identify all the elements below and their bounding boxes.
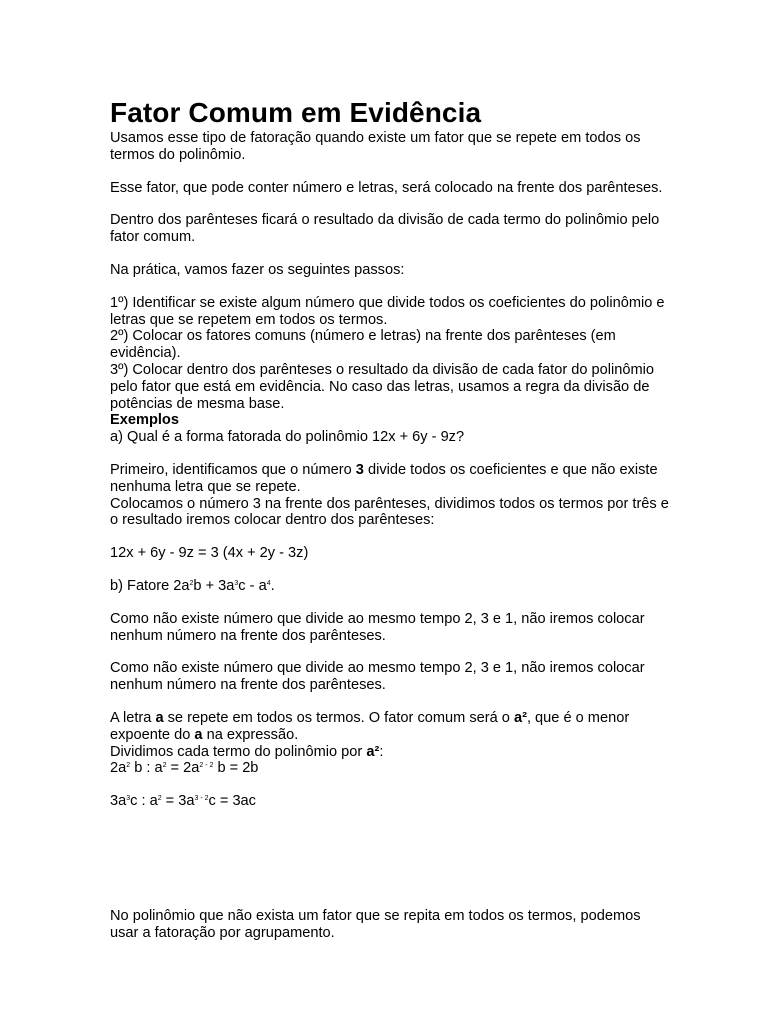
divide-bold: a²	[366, 743, 380, 760]
example-b-calc-2	[110, 793, 670, 810]
step-1: 1º) Identificar se existe algum número que divide todos os coeficientes do polinômio e letras que se repetem em todos os termos.	[110, 294, 665, 328]
common-letter-text: A letra	[110, 709, 156, 726]
calc-text: b : a	[130, 760, 163, 777]
exponent: 3 - 2	[194, 795, 209, 803]
example-a-explanation-text-end: divide todos os coeficientes e que não existe nenhuma letra que se repete.	[110, 461, 658, 495]
intro-paragraph-2: Esse fator, que pode conter número e letras, será colocado na frente dos parênteses.	[110, 179, 663, 196]
common-letter-bold: a²	[513, 709, 527, 726]
example-a-bold-number: 3	[355, 461, 364, 478]
exponent: 2	[189, 579, 194, 587]
calc-text: b = 2b	[213, 760, 259, 777]
intro-paragraph-1: Usamos esse tipo de fatoração quando existe um fator que se repete em todos os termos do polinômio.	[110, 130, 641, 163]
examples-heading: Exemplos	[110, 412, 179, 429]
common-letter-bold: a	[155, 709, 164, 726]
divide-text: Dividimos cada termo do polinômio por	[110, 743, 367, 760]
exponent: 4	[266, 579, 271, 587]
common-letter-text: se repete em todos os termos. O fator comum será o	[163, 709, 514, 726]
exponent: 3	[234, 579, 239, 587]
intro-paragraph-3: Dentro dos parênteses ficará o resultado da divisão de cada termo do polinômio pelo fator comum.	[110, 212, 660, 246]
calc-text: c : a	[130, 793, 158, 810]
exponent: 2	[126, 762, 131, 770]
intro-paragraph-4: Na prática, vamos fazer os seguintes passos:	[110, 261, 405, 278]
example-a-question: a) Qual é a forma fatorada do polinômio 12x + 6y - 9z?	[110, 429, 465, 446]
exponent: 2	[162, 762, 167, 770]
example-b-question-text: b) Fatore 2a	[110, 577, 190, 594]
exponent: 3	[126, 795, 131, 803]
common-letter-bold: a	[194, 726, 203, 743]
common-letter-text: , que é o menor expoente do	[110, 709, 630, 743]
example-a-result: 12x + 6y - 9z = 3 (4x + 2y - 3z)	[110, 545, 309, 562]
calc-text: 2a	[110, 760, 127, 777]
example-b-question-text: b + 3a	[193, 577, 235, 594]
exponent: 2	[157, 795, 162, 803]
calc-text: = 2a	[166, 760, 200, 777]
example-b-divide	[110, 744, 670, 761]
closing-paragraph: No polinômio que não exista um fator que se repita em todos os termos, podemos usar a fatoração por agrupamento.	[110, 907, 641, 941]
document-page	[110, 96, 670, 942]
example-b-no-number-2: Como não existe número que divide ao mesmo tempo 2, 3 e 1, não iremos colocar nenhum número na frente dos parênteses.	[110, 660, 645, 694]
exponent: 2 - 2	[199, 762, 214, 770]
example-b-question	[110, 578, 670, 595]
example-b-question-text: c - a	[238, 577, 267, 594]
example-b-calc-1	[110, 760, 670, 777]
calc-text: = 3a	[161, 793, 195, 810]
example-b-common-letter	[110, 710, 670, 744]
calc-text: c = 3ac	[208, 793, 256, 810]
divide-text: :	[379, 743, 384, 760]
example-a-explanation	[110, 462, 670, 496]
calc-text: 3a	[110, 793, 127, 810]
common-letter-text: na expressão.	[202, 726, 299, 743]
example-a-explanation-text: Primeiro, identificamos que o número	[110, 461, 356, 478]
example-b-no-number-1: Como não existe número que divide ao mesmo tempo 2, 3 e 1, não iremos colocar nenhum número na frente dos parênteses.	[110, 610, 645, 644]
step-3: 3º) Colocar dentro dos parênteses o resultado da divisão de cada fator do polinômio pelo fator que está em evidência. No caso das letras, usamos a regra da divisão de potências de mesma base.	[110, 361, 655, 412]
example-b-question-text: .	[270, 577, 275, 594]
step-2: 2º) Colocar os fatores comuns (número e letras) na frente dos parênteses (em evidência).	[110, 328, 616, 362]
page-title: Fator Comum em Evidência	[110, 97, 482, 128]
example-a-explanation-2: Colocamos o número 3 na frente dos parênteses, dividimos todos os termos por três e o resultado iremos colocar dentro dos parênteses:	[110, 495, 669, 529]
